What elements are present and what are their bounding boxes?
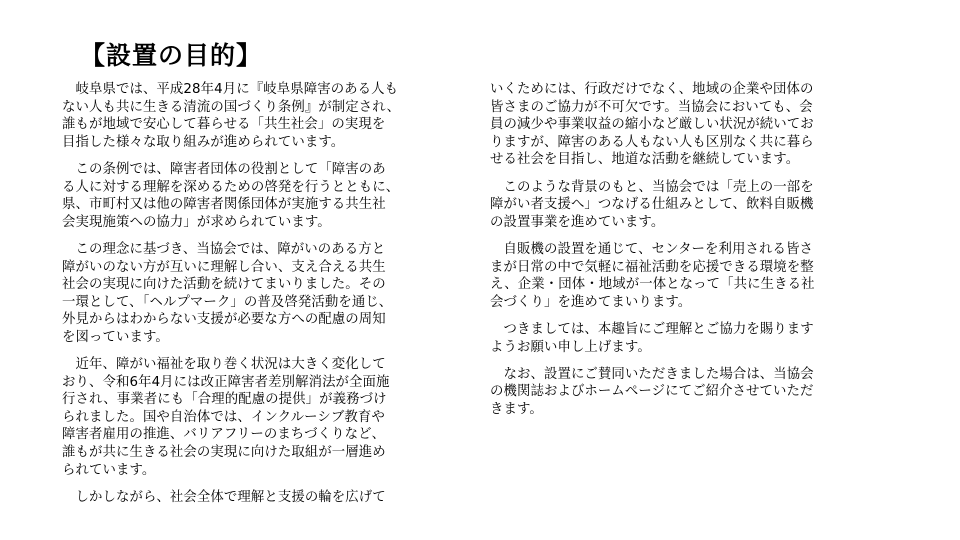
text-line: せる社会を目指し、地道な活動を継続しています。 xyxy=(490,152,800,168)
text-line: 社会の実現に向けた活動を続けてまいりました。その xyxy=(62,277,386,293)
text-line: え、企業・団体・地域が一体となって「共に生きる社 xyxy=(490,277,815,293)
text-line: 会づくり」を進めてまいります。 xyxy=(490,294,692,310)
text-line: ない人も共に生きる清流の国づくり条例』が制定され、 xyxy=(62,99,401,115)
text-line: 一環として、「ヘルプマーク」の普及啓発活動を通じ、 xyxy=(62,294,393,310)
right-column xyxy=(490,81,874,428)
text-line: 目指した様々な取り組みが進められています。 xyxy=(62,134,345,150)
text-line: 県、市町村又は他の障害者関係団体が実施する共生社 xyxy=(62,197,386,213)
text-line: りますが、障害のある人もない人も区別なく共に暮ら xyxy=(490,134,814,150)
text-line: この理念に基づき、当協会では、障がいのある方と xyxy=(62,241,386,257)
text-line: 障がい者支援へ」つなげる仕組みとして、飲料自販機 xyxy=(490,197,814,213)
paragraph-installation-benefits xyxy=(490,241,874,311)
text-line: 行され、事業者にも「合理的配慮の提供」が義務づけ xyxy=(62,392,387,408)
left-column xyxy=(62,81,472,516)
text-line: 誰もが共に生きる社会の実現に向けた取組が一層進め xyxy=(62,445,386,461)
text-line: おり、令和6年4月には改正障害者差別解消法が全面施 xyxy=(62,374,390,390)
text-line: 自販機の設置を通じて、センターを利用される皆さ xyxy=(490,241,813,257)
text-line: いくためには、行政だけでなく、地域の企業や団体の xyxy=(490,82,814,97)
text-line: を図っています。 xyxy=(62,329,169,345)
text-line: 障害者雇用の推進、バリアフリーのまちづくりなど、 xyxy=(62,427,386,443)
text-line: の設置事業を進めています。 xyxy=(490,214,665,230)
page-title: 【設置の目的】 xyxy=(80,41,263,70)
text-line: きます。 xyxy=(490,401,543,417)
paragraph-association-activities xyxy=(62,241,472,347)
paragraph-prefecture-ordinance xyxy=(62,81,472,151)
text-line: られました。国や自治体では、インクルーシブ教育や xyxy=(62,409,385,425)
text-line: 誰もが地域で安心して暮らせる「共生社会」の実現を xyxy=(62,117,386,133)
text-line: 皆さまのご協力が不可欠です。当協会においても、会 xyxy=(490,99,813,115)
paragraph-however xyxy=(62,489,472,507)
text-line: の機関誌およびホームページにてご紹介させていただ xyxy=(490,384,814,400)
text-line: る人に対する理解を深めるための啓発を行うとともに、 xyxy=(62,179,400,195)
text-line: まが日常の中で気軽に福祉活動を応援できる環境を整 xyxy=(490,259,814,275)
paragraph-ordinance-role xyxy=(62,161,472,231)
text-line: 岐阜県では、平成28年4月に『岐阜県障害のある人も xyxy=(62,82,399,97)
text-line: られています。 xyxy=(62,462,156,478)
paragraph-introduction-note xyxy=(490,366,874,419)
text-line: 近年、障がい福祉を取り巻く状況は大きく変化して xyxy=(62,357,386,373)
text-line: 外見からはわからない支援が必要な方への配慮の周知 xyxy=(62,312,386,328)
text-line: つきましては、本趣旨にご理解とご協力を賜ります xyxy=(490,321,814,337)
text-line: この条例では、障害者団体の役割として「障害のあ xyxy=(62,161,386,177)
paragraph-cooperation-needed xyxy=(490,81,874,169)
text-line: このような背景のもと、当協会では「売上の一部を xyxy=(490,179,814,195)
text-line: なお、設置にご賛同いただきました場合は、当協会 xyxy=(490,366,814,382)
text-line: ようお願い申し上げます。 xyxy=(490,339,651,355)
paragraph-recent-changes xyxy=(62,356,472,479)
paragraph-vending-machine-project xyxy=(490,179,874,232)
text-line: 障がいのない方が互いに理解し合い、支え合える共生 xyxy=(62,259,386,275)
paragraph-request xyxy=(490,321,874,356)
text-line: 会実現施策への協力」が求められています。 xyxy=(62,214,331,230)
text-line: しかしながら、社会全体で理解と支援の輪を広げて xyxy=(62,489,386,505)
text-line: 員の減少や事業収益の縮小など厳しい状況が続いてお xyxy=(490,117,814,133)
